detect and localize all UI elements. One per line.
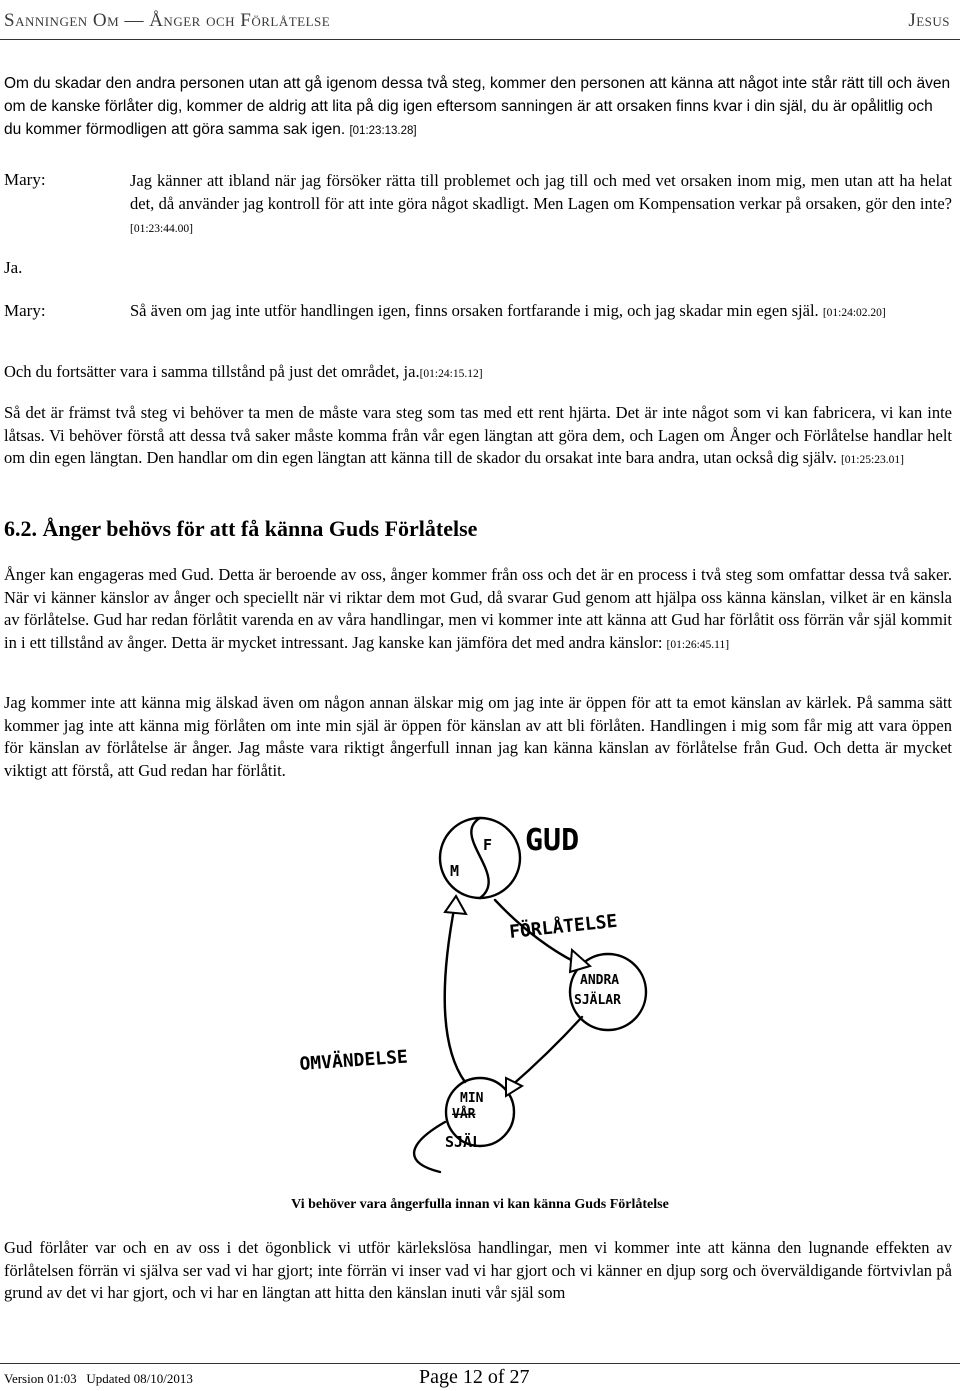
speaker-label-mary: Mary: [4,170,46,189]
diagram-figure [290,812,670,1182]
paragraph-text: Gud förlåter var och en av oss i det ögonblick vi utför kärlekslösa handlingar, men vi kommer inte att känna den lugnande effekten av förlåtelsen förrän vi själva ser vad vi har gjort; inte förrän vi inser vad vi har gjort och vi känner en djup sorg och överväldigande förtvivlan på grund av det vi har gjort, och vi har en längtan att hitta den känslan inuti vår själ som [4,1238,952,1302]
diagram-label-sjalar: SJÄLAR [574,993,621,1008]
header-title-dash: — [119,10,150,31]
diagram-label-andra: ANDRA [580,973,620,988]
arrow-line [510,1017,582,1087]
timestamp: [01:23:44.00] [130,223,193,235]
header-rule [0,39,960,40]
figure-caption: Vi behöver vara ångerfulla innan vi kan känna Guds Förlåtelse [291,1197,669,1212]
paragraph-text: Och du fortsätter vara i samma tillstånd på just det området, ja. [4,362,420,381]
diagram-label-min: MIN [460,1091,484,1106]
paragraph [4,402,952,472]
diagram-label-sjal: SJÄL [445,1133,482,1151]
paragraph [4,564,952,656]
paragraph-text: Så det är främst två steg vi behöver ta men de måste vara steg som tas med ett rent hjärta. Det är inte något som vi kan fabricera, vi kan inte låtsas. Vi behöver förstå att dessa två saker måste komma från vår egen längtan att göra dem, och Lagen om Ånger och Förlåtelse handlar helt om din egen längtan. Den handlar om din egen längtan att känna till de skador du orsakat inte bara andra, utan också dig själv. [4,403,952,467]
soul-divider [471,818,488,898]
dialogue-text: Jag känner att ibland när jag försöker rätta till problemet och jag till och med vet orsaken inom mig, men utan att ha helat det, då använder jag kontroll för att inte göra något skadligt. Men Lagen om Kompensation verkar på orsaken, gör den inte? [130,171,952,213]
version-text: Version 01:03 [4,1371,77,1386]
paragraph [4,361,952,386]
paragraph [4,1237,952,1305]
diagram-label-omvandelse: OMVÄNDELSE [298,1046,409,1075]
arrow-head [445,896,466,914]
diagram-label-f: F [483,836,493,854]
header-title [4,10,330,32]
footer-rule [0,1363,960,1364]
diagram-label-forlatelse: FÖRLÅTELSE [508,910,619,943]
diagram-label-var: VÅR [452,1107,476,1122]
page-number: Page 12 of 27 [419,1366,530,1388]
header-right: Jesus [908,10,950,31]
updated-text: Updated 08/10/2013 [86,1371,193,1386]
arrow-line [414,1122,445,1172]
header-title-part: Ånger och Förlåtelse [149,10,331,31]
arrow-line [445,904,465,1082]
paragraph-text: Om du skadar den andra personen utan att gå igenom dessa två steg, kommer den personen att känna att något inte står rätt till och även om de kanske förlåter dig, kommer de aldrig att lita på dig igen eftersom sanningen är att orsaken finns kvar i din själ, du är opålitlig och du kommer förmodligen att göra samma sak igen. [4,75,951,138]
arrow-head [506,1078,522,1096]
paragraph-text: Jag kommer inte att känna mig älskad även om någon annan älskar mig om jag inte är öppen för att ta emot känslan av kärlek. På samma sätt kommer jag inte att känna mig förlåten om inte min själ är öppen för känslan av att bli förlåten. Handlingen i mig som får mig att vara öppen för känslan av förlåtelse är ånger. Jag måste vara riktigt ångerfull innan jag kan känna känslan av förlåtelse från Gud. Och detta är mycket viktigt att förstå, att Gud redan har förlåtit. [4,693,952,780]
speaker-text-mary [130,299,952,325]
speaker-label-mary: Mary: [4,301,46,320]
timestamp: [01:24:02.20] [822,307,886,319]
page-header [0,4,960,34]
timestamp: [01:23:13.28] [349,125,417,137]
timestamp: [01:26:45.11] [666,638,730,651]
section-heading: 6.2. Ånger behövs för att få känna Guds Förlåtelse [4,516,478,541]
diagram-label-m: M [450,862,460,880]
paragraph [4,692,952,782]
dialogue-text: Så även om jag inte utför handlingen igen, finns orsaken fortfarande i mig, och jag skadar min egen själ. [130,301,819,320]
diagram-label-gud: GUD [525,823,580,858]
timestamp: [01:24:15.12] [419,368,483,380]
paragraph-text: Ånger kan engageras med Gud. Detta är beroende av oss, ånger kommer från oss och det är en process i två steg som omfattar dessa två saker. När vi känner känslor av ånger och speciellt när vi riktar dem mot Gud, då svarar Gud genom att hjälpa oss känna känslan, vilket är en känsla av förlåtelse. Gud har redan förlåtit varenda en av våra handlingar, men vi kommer inte att känna att Gud har förlåtit oss förrän vår själ kommit in i ett tillstånd av ånger. Detta är mycket intressant. Jag kanske kan jämföra det med andra känslor: [4,565,952,652]
footer-version [4,1371,193,1387]
speaker-text-mary [130,169,952,241]
speaker-reply: Ja. [4,258,23,277]
header-title-part: Sanningen Om [4,10,120,31]
paragraph-intro [4,72,952,143]
timestamp: [01:25:23.01] [840,454,904,466]
